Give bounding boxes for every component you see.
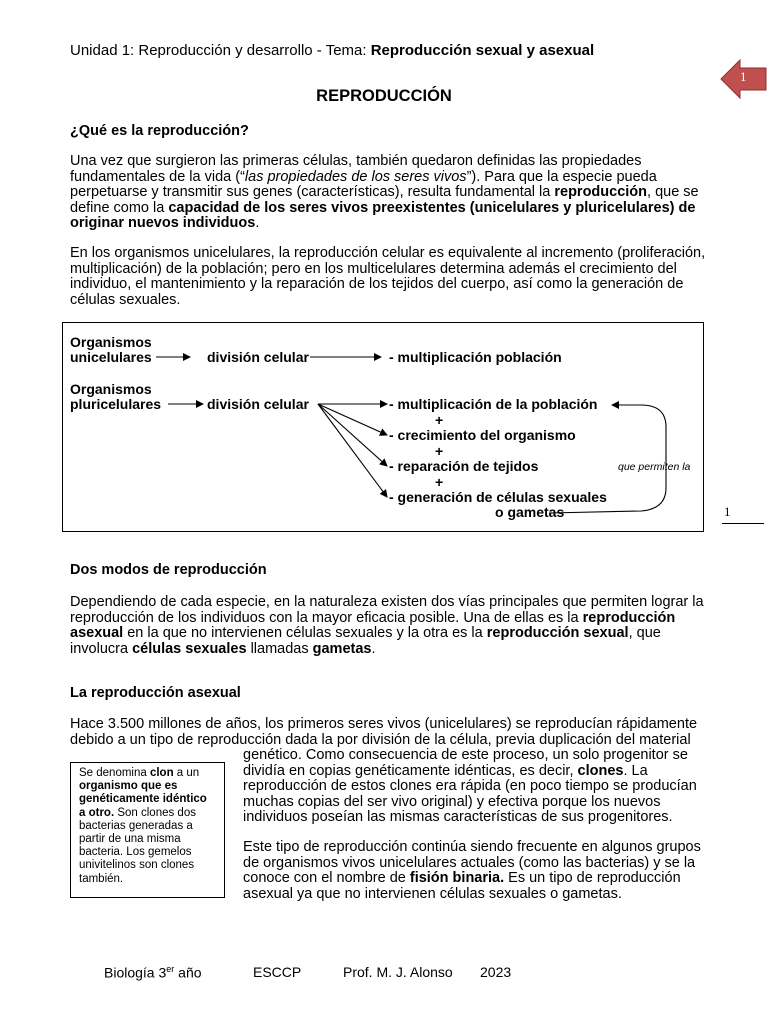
superscript: er <box>166 964 175 974</box>
arrow-to-gametes <box>318 404 387 497</box>
diagram-arrows <box>63 323 705 533</box>
text-line: Organismos <box>70 334 152 350</box>
text-line: Organismos <box>70 381 152 397</box>
text-run: . <box>371 640 376 657</box>
label-multicellular <box>70 382 161 412</box>
footer-school: ESCCP <box>253 964 302 980</box>
label-unicellular <box>70 335 152 365</box>
text-line: unicelulares <box>70 349 152 365</box>
text-line: pluricelulares <box>70 396 162 412</box>
text-run: ”). Para que la especie pueda perpetuarse y transmitir sus genes (características), resulta fundamental la <box>70 168 657 200</box>
paragraph-asexual-clones <box>243 748 703 826</box>
paragraph-definition <box>70 154 710 232</box>
paragraph-unicellular-multicellular: En los organismos unicelulares, la reproducción celular es equivalente al incremento (proliferación, multiplicación) de la población; pero en los multicelulares determina además el crecimiento del individuo, el mantenimiento y la reparación de los tejidos del cuerpo, así como la generación de células sexuales. <box>70 245 706 308</box>
paragraph-two-modes <box>70 595 710 657</box>
page-title: REPRODUCCIÓN <box>316 87 452 105</box>
italic-run: las propiedades de los seres vivos <box>244 168 467 185</box>
text-run: Una vez que surgieron las primeras células, también quedaron definidas las propiedades fundamentales de la vida (“ <box>70 153 642 185</box>
text-run: genético. Como consecuencia de este proceso, un solo progenitor se dividía en copias genéticamente idénticas, es decir, <box>243 747 688 779</box>
footer-subject <box>104 964 202 981</box>
plus-sign: + <box>435 474 444 490</box>
section-heading-asexual: La reproducción asexual <box>70 685 241 701</box>
plus-sign: + <box>435 443 444 459</box>
arrow-to-repair <box>318 404 387 466</box>
text-run: . <box>255 215 260 231</box>
result-gametes: - generación de células sexuales <box>389 489 607 505</box>
bold-definition: organismo que es genéticamente idéntico a otro. <box>79 780 207 819</box>
text-run: llamadas <box>246 640 313 657</box>
bold-term: reproducción <box>554 184 648 200</box>
text-run: , que involucra <box>70 625 661 657</box>
result-growth: - crecimiento del organismo <box>389 427 576 443</box>
bold-term: células sexuales <box>132 640 247 657</box>
loop-note: que permiten la <box>618 461 691 473</box>
bold-definition: capacidad de los seres vivos preexistentes (unicelulares y pluricelulares) de originar nuevos individuos <box>70 199 696 231</box>
bold-term: fisión binaria. <box>409 870 505 886</box>
pluri-division-label: división celular <box>207 396 309 412</box>
page-number: 1 <box>740 69 747 84</box>
side-divider <box>722 523 764 524</box>
text-run: Biología 3 <box>104 964 167 981</box>
header-unit: Unidad 1: Reproducción y desarrollo - Tema: <box>70 42 371 59</box>
text-run: Este tipo de reproducción continúa siendo frecuente en algunos grupos de organismos vivos unicelulares actuales (como las bacterias) y se la conoce con el nombre de <box>243 839 701 886</box>
footer-teacher: Prof. M. J. Alonso <box>343 964 453 980</box>
bold-term: gametas <box>312 640 372 657</box>
text-run: Son clones dos bacterias generadas a partir de una misma bacteria. Los gemelos univitelinos son clones también. <box>79 806 196 885</box>
bold-term: clones <box>577 762 624 779</box>
footer-year: 2023 <box>480 964 512 980</box>
section-heading-what-is: ¿Qué es la reproducción? <box>70 123 249 139</box>
reproduction-diagram <box>62 322 704 532</box>
header-topic: Reproducción sexual y asexual <box>370 42 595 59</box>
bold-term: reproducción asexual <box>70 609 676 641</box>
plus-sign: + <box>435 412 444 428</box>
text-run: año <box>174 964 202 981</box>
paragraph-asexual-intro: Hace 3.500 millones de años, los primeros seres vivos (unicelulares) se reproducían rápidamente debido a un tipo de reproducción dada la por división de la célula, previa duplicación del material <box>70 716 698 748</box>
arrow-to-growth <box>318 404 387 435</box>
paragraph-binary-fission <box>243 840 703 902</box>
text-run: Se denomina <box>79 767 150 779</box>
result-multiplication: - multiplicación de la población <box>389 396 598 412</box>
result-repair: - reparación de tejidos <box>389 458 539 474</box>
text-run: . La reproducción de estos clones era rápida (en poco tiempo se producían muchas copias del ser vivo original) y efectiva porque los nuevos individuos poseían las mismas características de sus progenitores. <box>243 762 697 825</box>
uni-division-label: división celular <box>207 349 309 365</box>
page-header <box>70 42 594 59</box>
clone-definition-box <box>70 762 225 898</box>
section-heading-two-modes: Dos modos de reproducción <box>70 562 267 578</box>
text-run: Es un tipo de reproducción asexual ya que no intervienen células sexuales o gametas. <box>243 870 681 902</box>
bold-term: reproducción sexual <box>486 625 629 641</box>
text-run: en la que no intervienen células sexuales y la otra es la <box>123 625 487 641</box>
uni-result-label: - multiplicación población <box>389 349 562 365</box>
text-run: , que se define como la <box>70 184 699 216</box>
text-run: a un <box>173 767 200 779</box>
bold-term: clon <box>149 767 174 779</box>
result-gametes-line2: o gametas <box>495 504 565 520</box>
text-run: Dependiendo de cada especie, en la naturaleza existen dos vías principales que permiten lograr la reproducción de los individuos con la mayor eficacia posible. Una de ellas es la <box>70 594 704 626</box>
side-page-number: 1 <box>724 504 731 519</box>
